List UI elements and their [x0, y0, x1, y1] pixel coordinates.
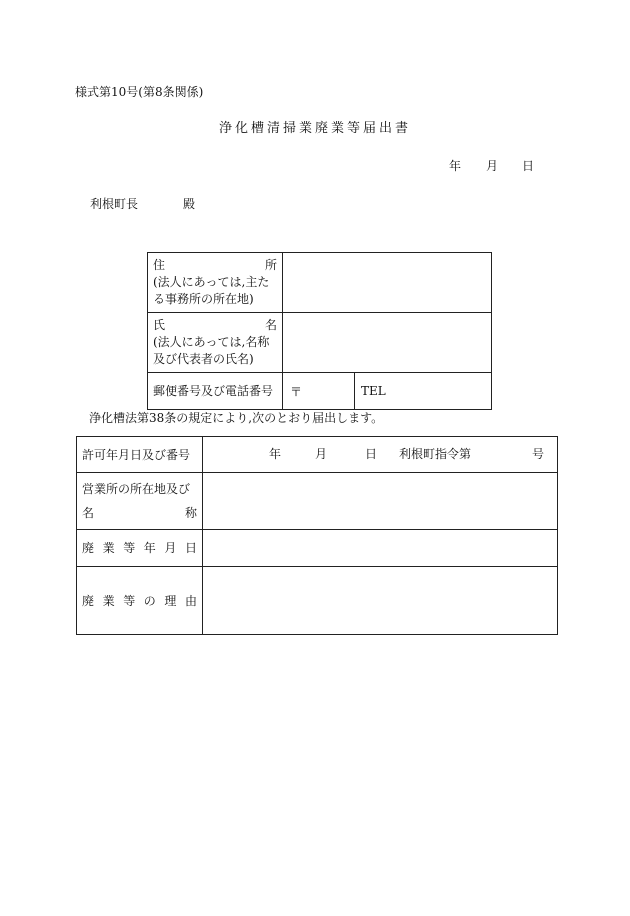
closure-reason-label — [77, 567, 203, 635]
closure-date-field[interactable] — [203, 530, 558, 567]
label-char: 日 — [184, 541, 197, 555]
applicant-address-field[interactable] — [283, 253, 492, 313]
office-row — [77, 473, 558, 530]
closure-date-label — [77, 530, 203, 567]
applicant-name-field[interactable] — [283, 313, 492, 373]
closure-date-row — [77, 530, 558, 567]
permit-month-label: 月 — [315, 447, 328, 461]
phone-field[interactable] — [355, 373, 491, 409]
statement-text: 浄化槽法第38条の規定により,次のとおり届出します。 — [89, 411, 384, 425]
applicant-contact-field — [283, 373, 492, 410]
office-label-line-2 — [82, 501, 197, 525]
address-label-char-2: 所 — [264, 258, 277, 272]
office-label — [77, 473, 203, 530]
label-char: 業 — [102, 593, 115, 608]
office-label-char-2: 称 — [184, 506, 197, 520]
date-year-label: 年 — [449, 159, 462, 173]
permit-year-label: 年 — [269, 447, 282, 461]
closure-reason-label-text — [82, 592, 197, 610]
office-label-char-1: 名 — [82, 506, 95, 520]
permit-label: 許可年月日及び番号 — [77, 437, 203, 473]
date-month-label: 月 — [486, 159, 499, 173]
closure-date-label-text — [82, 539, 197, 557]
applicant-name-label — [148, 313, 283, 373]
applicant-contact-row — [148, 373, 492, 410]
label-char: 等 — [123, 541, 136, 555]
applicant-name-row — [148, 313, 492, 373]
closure-reason-field[interactable] — [203, 567, 558, 635]
permit-day-label: 日 — [365, 447, 378, 461]
applicant-table — [147, 252, 492, 410]
permit-field[interactable] — [203, 437, 558, 473]
date-day-label: 日 — [522, 159, 535, 173]
postal-code-field[interactable] — [283, 373, 355, 409]
applicant-address-label — [148, 253, 283, 313]
closure-reason-row — [77, 567, 558, 635]
permit-row — [77, 437, 558, 473]
address-label-note: (法人にあっては,主たる事務所の所在地) — [153, 275, 270, 306]
addressee-honorific: 殿 — [183, 197, 196, 211]
label-char: 業 — [102, 541, 115, 555]
label-char: 廃 — [82, 541, 95, 555]
permit-number-suffix: 号 — [532, 447, 545, 461]
form-number: 様式第10号(第8条関係) — [75, 85, 204, 99]
name-label-char-1: 氏 — [153, 318, 166, 332]
label-char: 等 — [123, 593, 136, 608]
label-char: 廃 — [82, 593, 95, 608]
office-field[interactable] — [203, 473, 558, 530]
postal-phone-label: 郵便番号及び電話番号 — [148, 373, 283, 410]
name-label-note: (法人にあっては,名称及び代表者の氏名) — [153, 335, 270, 366]
postal-mark: 〒 — [290, 384, 303, 399]
addressee-name: 利根町長 — [90, 197, 139, 211]
label-char: 月 — [164, 541, 177, 555]
address-label-char-1: 住 — [153, 258, 166, 272]
office-label-line-1: 営業所の所在地及び — [82, 482, 191, 496]
label-char: 理 — [164, 593, 177, 608]
label-char: 由 — [184, 593, 197, 608]
notice-table — [76, 436, 558, 635]
permit-designation-label: 利根町指令第 — [399, 447, 472, 461]
document-title: 浄化槽清掃業廃業等届出書 — [218, 121, 411, 136]
name-label-char-2: 名 — [264, 318, 277, 332]
tel-label: TEL — [361, 384, 386, 398]
label-char: 年 — [143, 541, 156, 555]
applicant-address-row — [148, 253, 492, 313]
label-char: の — [143, 593, 156, 608]
